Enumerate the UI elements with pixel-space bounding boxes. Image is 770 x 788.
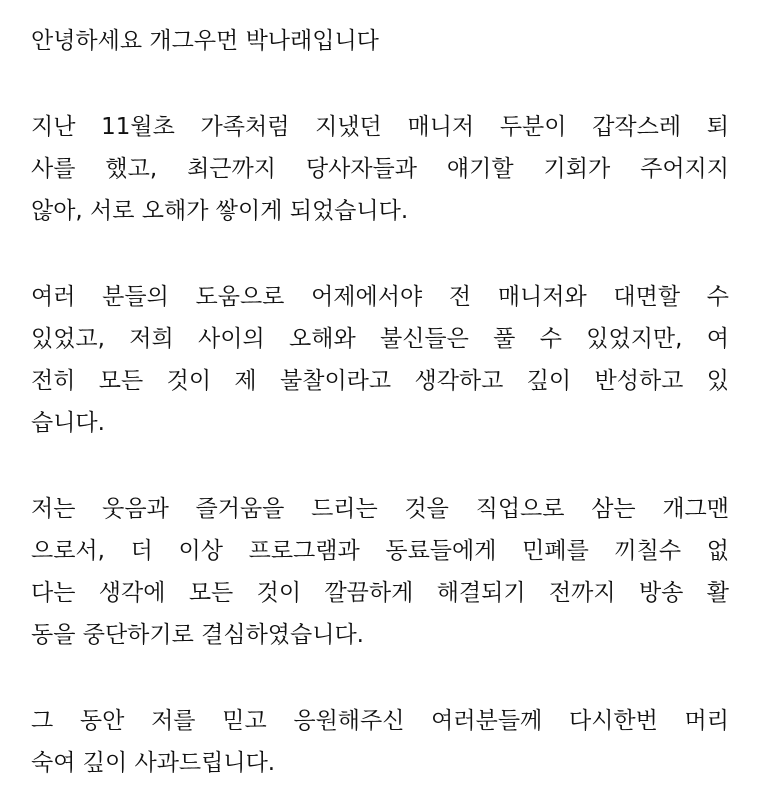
text-line: 저는 웃음과 즐거움을 드리는 것을 직업으로 삼는 개그맨 [31, 496, 729, 522]
text-line: 있었고, 저희 사이의 오해와 불신들은 풀 수 있었지만, 여 [31, 326, 729, 352]
text-line: 동을 중단하기로 결심하였습니다. [31, 622, 364, 648]
text-line: 여러 분들의 도움으로 어제에서야 전 매니저와 대면할 수 [31, 284, 729, 310]
text-line: 전히 모든 것이 제 불찰이라고 생각하고 깊이 반성하고 있 [31, 368, 729, 394]
text-line: 숙여 깊이 사과드립니다. [31, 750, 276, 776]
paragraph-2 [31, 276, 729, 444]
paragraph-4 [31, 700, 729, 784]
text-line: 그 동안 저를 믿고 응원해주신 여러분들께 다시한번 머리 [31, 708, 729, 734]
text-line: 않아, 서로 오해가 쌓이게 되었습니다. [31, 198, 409, 224]
statement-document [31, 20, 729, 784]
text-line: 사를 했고, 최근까지 당사자들과 얘기할 기회가 주어지지 [31, 156, 729, 182]
greeting-title: 안녕하세요 개그우먼 박나래입니다 [31, 28, 379, 54]
text-line: 지난 11월초 가족처럼 지냈던 매니저 두분이 갑작스레 퇴 [31, 114, 729, 140]
text-line: 습니다. [31, 410, 105, 436]
paragraph-1 [31, 106, 729, 232]
paragraph-3 [31, 488, 729, 656]
text-line: 다는 생각에 모든 것이 깔끔하게 해결되기 전까지 방송 활 [31, 580, 729, 606]
text-line: 으로서, 더 이상 프로그램과 동료들에게 민폐를 끼칠수 없 [31, 538, 729, 564]
